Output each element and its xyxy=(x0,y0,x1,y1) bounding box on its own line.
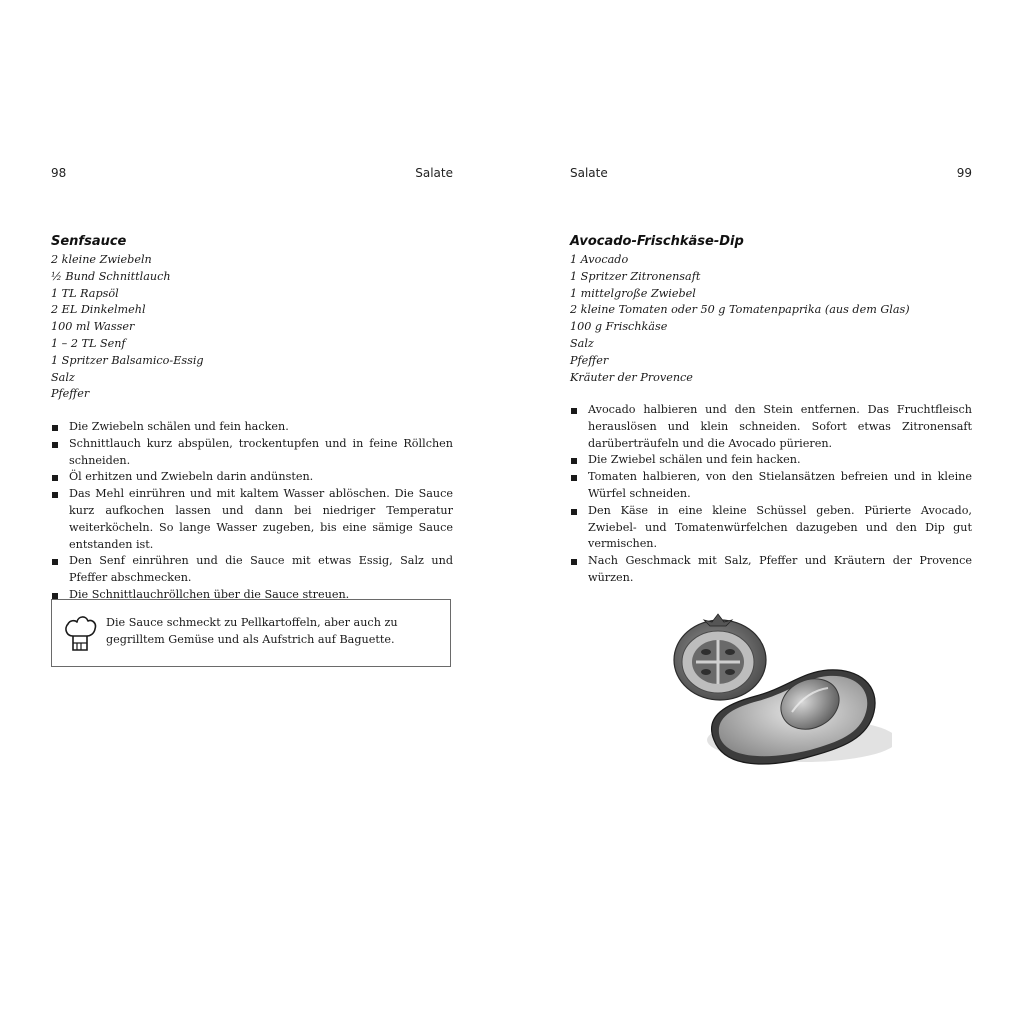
ingredient-item: 100 ml Wasser xyxy=(51,320,135,334)
running-header: Salate xyxy=(570,166,608,180)
instruction-step: Den Senf einrühren und die Sauce mit etwas Essig, Salz und Pfeffer abschmecken. xyxy=(51,553,453,587)
tomato-avocado-illustration xyxy=(652,612,892,782)
ingredient-item: 2 kleine Tomaten oder 50 g Tomatenpaprika (aus dem Glas) xyxy=(570,303,910,317)
ingredient-item: Salz xyxy=(570,336,594,350)
instruction-step: Tomaten halbieren, von den Stielansätzen befreien und in kleine Würfel schneiden. xyxy=(570,469,972,503)
right-page xyxy=(512,0,1024,1024)
instruction-list xyxy=(51,419,453,604)
ingredient-item: 1 – 2 TL Senf xyxy=(51,336,126,350)
instruction-list xyxy=(570,402,972,587)
ingredient-item: Salz xyxy=(51,370,75,384)
ingredient-item: 1 Spritzer Zitronensaft xyxy=(570,269,701,283)
ingredient-item: 1 mittelgroße Zwiebel xyxy=(570,286,696,300)
page-number: 99 xyxy=(956,166,972,180)
instruction-step: Die Schnittlauchröllchen über die Sauce streuen. xyxy=(51,587,453,604)
ingredient-item: 2 EL Dinkelmehl xyxy=(51,303,146,317)
instruction-step: Öl erhitzen und Zwiebeln darin andünsten. xyxy=(51,469,453,486)
instruction-step: Den Käse in eine kleine Schüssel geben. Pürierte Avocado, Zwiebel- und Tomatenwürfelchen dazugeben und den Dip gut vermischen. xyxy=(570,503,972,553)
ingredient-list xyxy=(570,252,910,386)
page-number: 98 xyxy=(51,166,67,180)
tip-box xyxy=(51,599,451,667)
ingredient-item: 1 Avocado xyxy=(570,253,629,266)
instruction-step: Die Zwiebel schälen und fein hacken. xyxy=(570,452,972,469)
tomato-half-drawing xyxy=(674,614,766,700)
ingredient-item: 1 TL Rapsöl xyxy=(51,286,119,300)
instruction-step: Das Mehl einrühren und mit kaltem Wasser ablöschen. Die Sauce kurz aufkochen lassen und dann bei niedriger Temperatur weiterköcheln. So lange Wasser zugeben, bis eine sämige Sauce entstanden ist. xyxy=(51,486,453,553)
chef-hat-icon xyxy=(62,612,98,654)
instruction-step: Avocado halbieren und den Stein entfernen. Das Fruchtfleisch herauslösen und klein schneiden. Sofort etwas Zitronensaft darüberträufeln und die Avocado pürieren. xyxy=(570,402,972,452)
ingredient-item: Pfeffer xyxy=(51,387,90,401)
ingredient-item: Kräuter der Provence xyxy=(570,370,693,384)
instruction-step: Nach Geschmack mit Salz, Pfeffer und Kräutern der Provence würzen. xyxy=(570,553,972,587)
running-header: Salate xyxy=(415,166,453,180)
instruction-step: Schnittlauch kurz abspülen, trockentupfen und in feine Röllchen schneiden. xyxy=(51,436,453,470)
recipe-title: Avocado-Frischkäse-Dip xyxy=(570,234,744,249)
tip-text: Die Sauce schmeckt zu Pellkartoffeln, aber auch zu gegrilltem Gemüse und als Aufstrich auf Baguette. xyxy=(106,616,398,646)
ingredient-item: 1 Spritzer Balsamico-Essig xyxy=(51,353,204,367)
ingredient-item: ½ Bund Schnittlauch xyxy=(51,269,171,283)
ingredient-item: 100 g Frischkäse xyxy=(570,320,668,334)
ingredient-item: 2 kleine Zwiebeln xyxy=(51,253,152,266)
recipe-title: Senfsauce xyxy=(51,234,127,249)
ingredient-list xyxy=(51,252,204,403)
ingredient-item: Pfeffer xyxy=(570,353,609,367)
instruction-step: Die Zwiebeln schälen und fein hacken. xyxy=(51,419,453,436)
